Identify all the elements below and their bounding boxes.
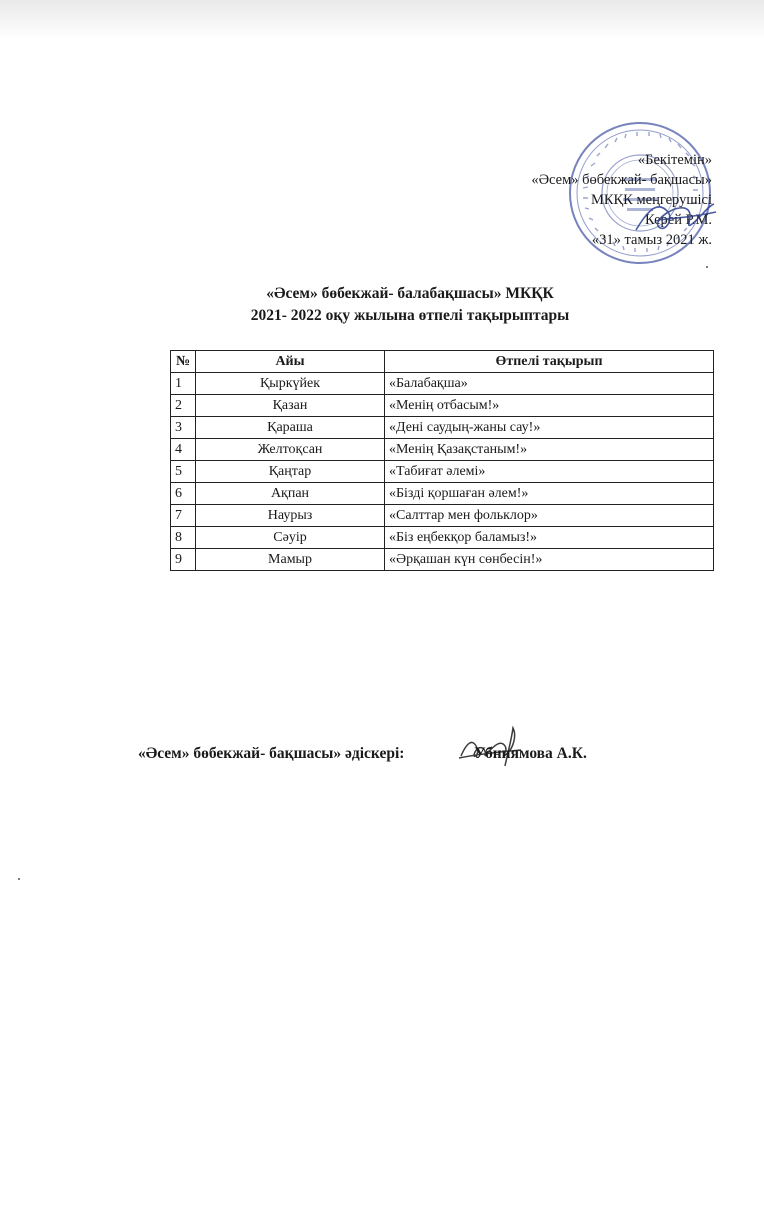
methodologist-role: «Әсем» бөбекжай- бақшасы» әдіскері: (138, 745, 405, 762)
approval-line-approved: «Бекітемін» (637, 152, 712, 168)
approval-line-head-name: Керей Р.М. (644, 212, 712, 228)
head-signature (628, 190, 718, 245)
row-num: 5 (171, 461, 196, 483)
header-num: № (171, 351, 196, 373)
table-row (171, 505, 714, 527)
header-topic: Өтпелі тақырып (385, 351, 714, 373)
row-num: 3 (171, 417, 196, 439)
header-month: Айы (196, 351, 385, 373)
scan-speck (706, 266, 708, 268)
document-title (0, 283, 764, 327)
table-row (171, 417, 714, 439)
table-row (171, 549, 714, 571)
methodologist-signature (455, 722, 525, 772)
row-topic: «Балабақша» (385, 373, 714, 395)
row-month: Қазан (196, 395, 385, 417)
table-header-row (171, 351, 714, 373)
row-month: Мамыр (196, 549, 385, 571)
approval-line-date: «31» тамыз 2021 ж. (591, 232, 712, 248)
scan-speck (18, 878, 20, 880)
approval-line-position: МКҚК меңгерушісі (590, 192, 712, 208)
topics-table (170, 350, 714, 571)
row-num: 6 (171, 483, 196, 505)
row-num: 7 (171, 505, 196, 527)
row-month: Сәуір (196, 527, 385, 549)
methodologist-signature-line (138, 742, 698, 766)
table-row (171, 395, 714, 417)
table-row (171, 461, 714, 483)
title-line-year: 2021- 2022 оқу жылына өтпелі тақырыптары (250, 307, 570, 324)
row-month: Желтоқсан (196, 439, 385, 461)
row-num: 8 (171, 527, 196, 549)
row-num: 2 (171, 395, 196, 417)
row-topic: «Бізді қоршаған әлем!» (385, 483, 714, 505)
page-top-shade (0, 0, 764, 40)
row-topic: «Дені саудың-жаны сау!» (385, 417, 714, 439)
row-month: Қараша (196, 417, 385, 439)
row-month: Ақпан (196, 483, 385, 505)
row-topic: «Біз еңбекқор баламыз!» (385, 527, 714, 549)
row-topic: «Менің отбасым!» (385, 395, 714, 417)
row-num: 4 (171, 439, 196, 461)
title-line-institution: «Әсем» бөбекжай- балабақшасы» МКҚК (266, 285, 554, 302)
row-topic: «Әрқашан күн сөнбесін!» (385, 549, 714, 571)
row-topic: «Табиғат әлемі» (385, 461, 714, 483)
row-month: Қаңтар (196, 461, 385, 483)
table-row (171, 439, 714, 461)
row-topic: «Салттар мен фольклор» (385, 505, 714, 527)
row-month: Қыркүйек (196, 373, 385, 395)
row-num: 1 (171, 373, 196, 395)
table-row (171, 373, 714, 395)
row-topic: «Менің Қазақстаным!» (385, 439, 714, 461)
row-num: 9 (171, 549, 196, 571)
row-month: Наурыз (196, 505, 385, 527)
approval-line-institution: «Әсем» бөбекжай- бақшасы» (531, 172, 712, 188)
table-row (171, 527, 714, 549)
methodologist-name: Убниямова А.К. (474, 745, 587, 762)
table-row (171, 483, 714, 505)
